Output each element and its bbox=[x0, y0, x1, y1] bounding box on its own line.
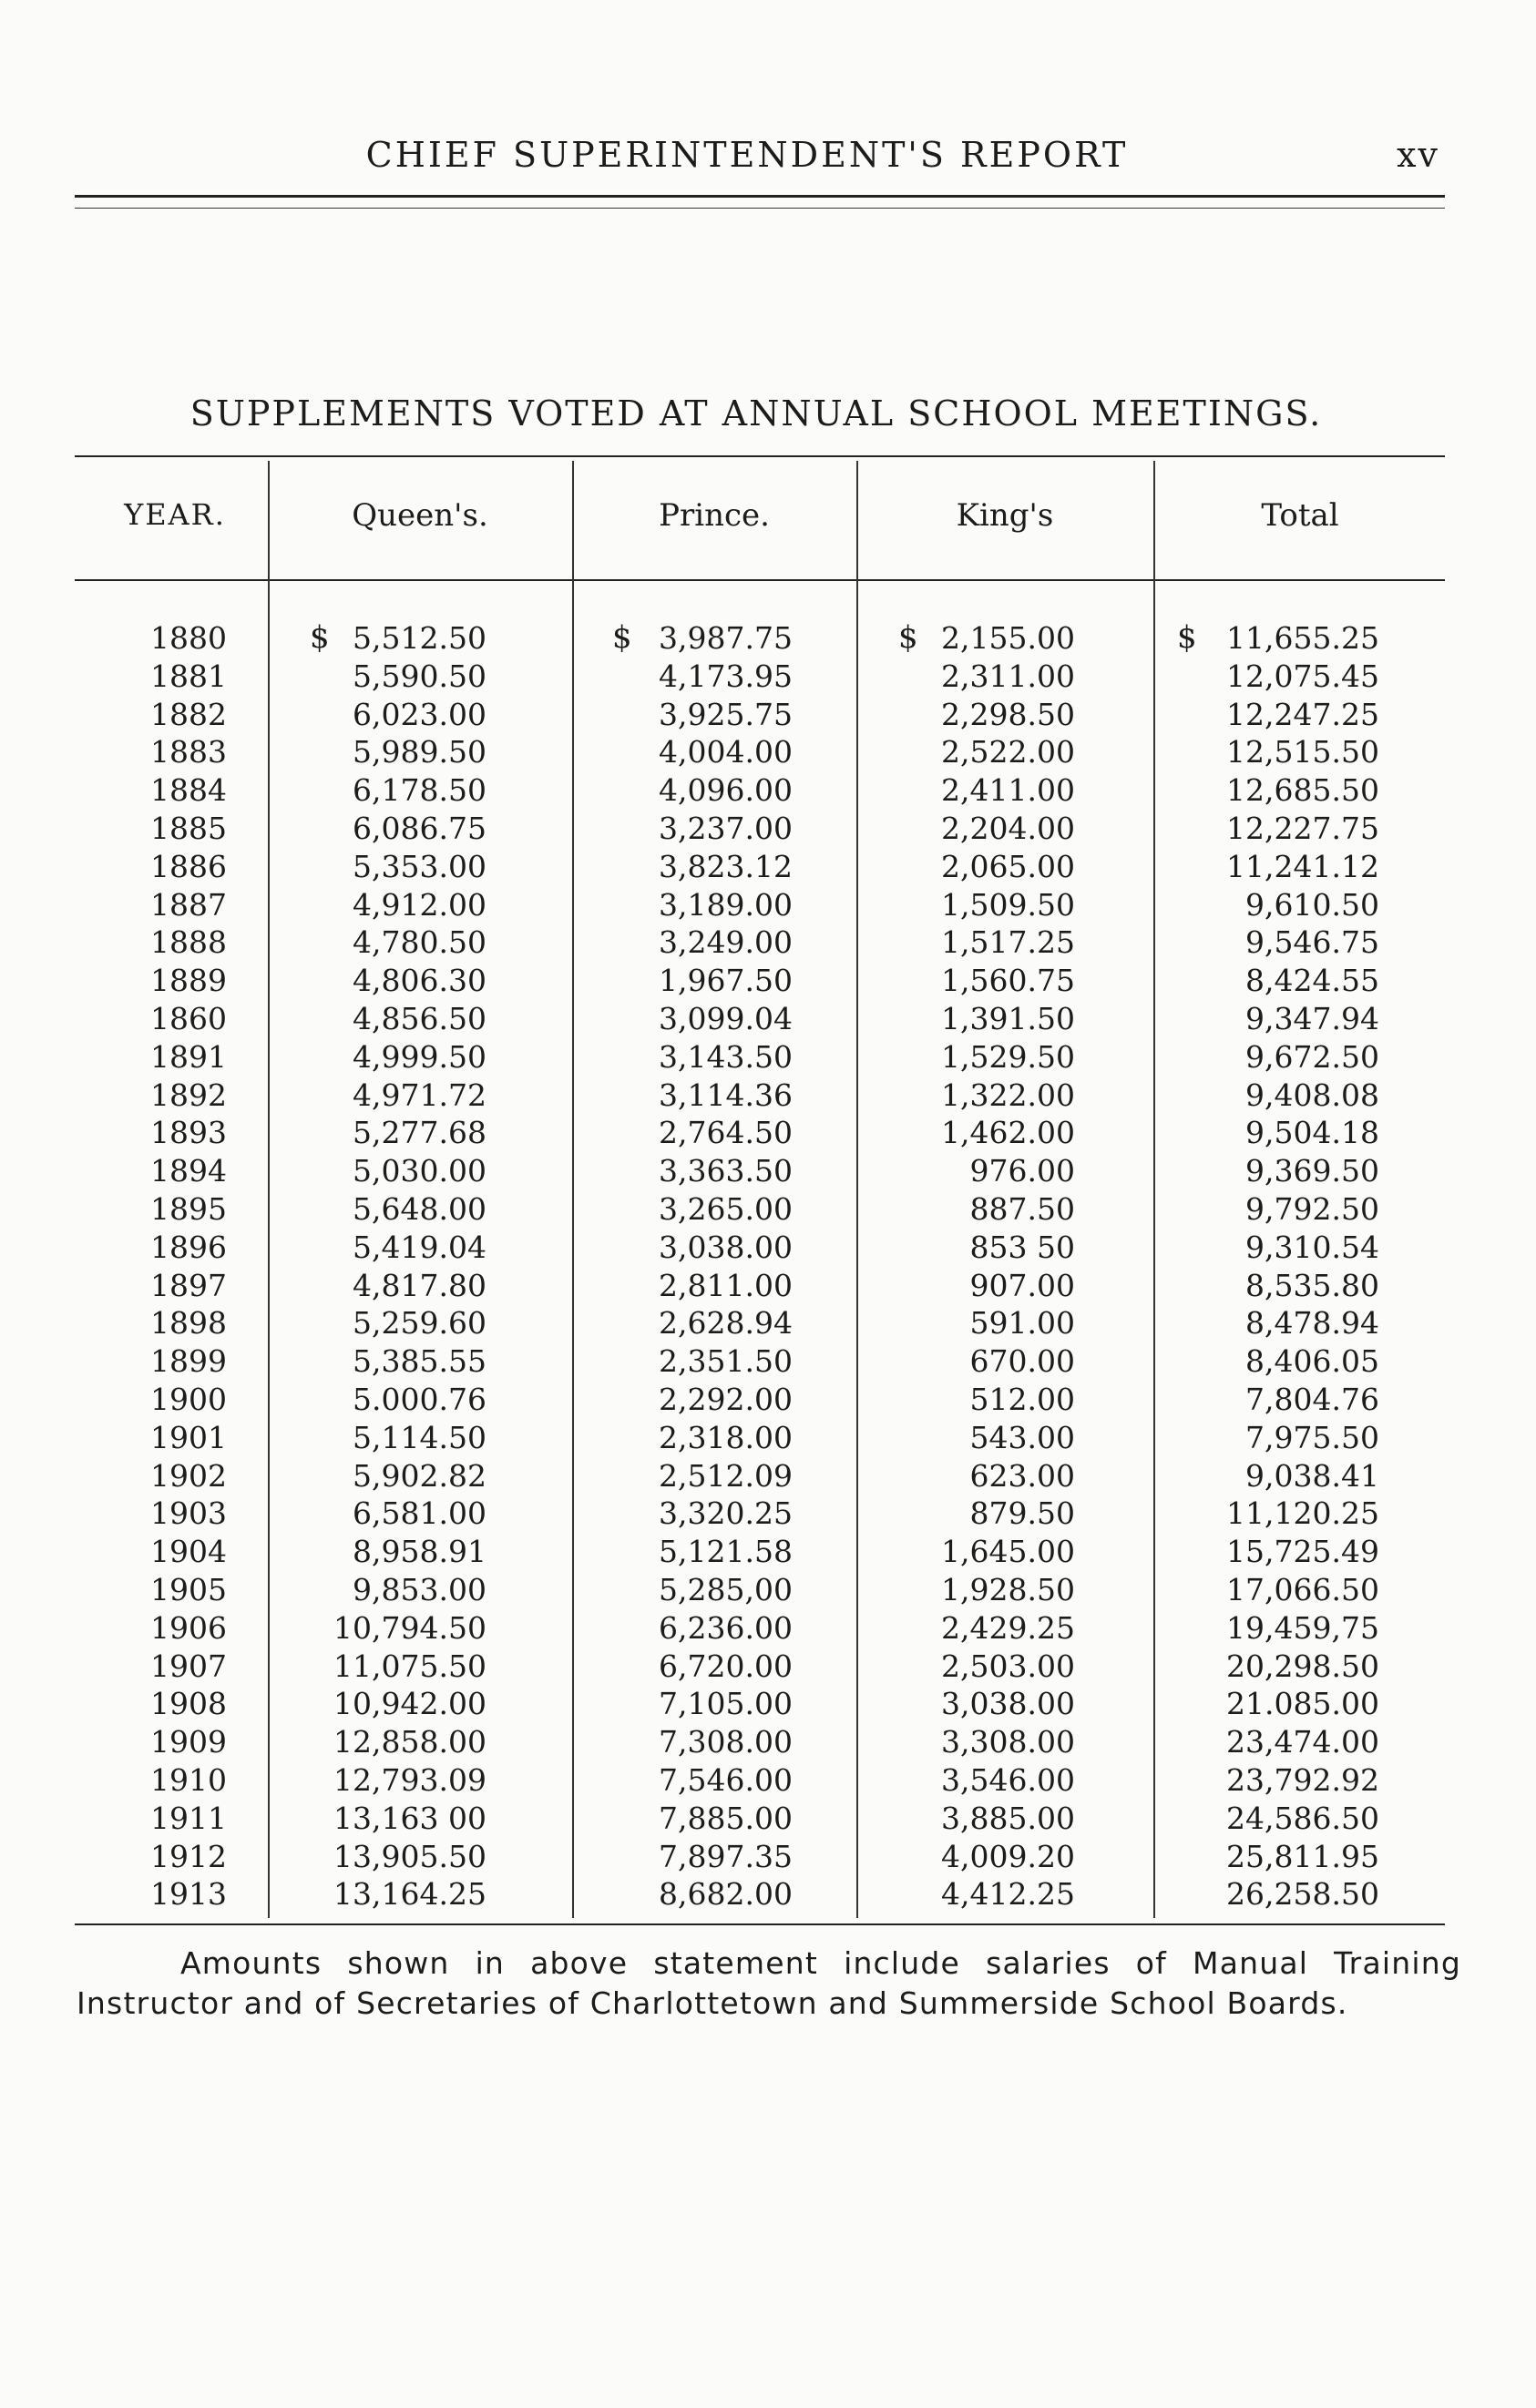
cell-year: 1899 bbox=[150, 1343, 227, 1380]
cell-kings: 4,412.25 bbox=[941, 1876, 1075, 1913]
table-row bbox=[0, 1457, 1536, 1495]
cell-total: 11,120.25 bbox=[1226, 1495, 1379, 1532]
cell-queens: 4,971.72 bbox=[353, 1076, 486, 1113]
table-row bbox=[0, 1267, 1536, 1305]
cell-total: 19,459,75 bbox=[1226, 1609, 1379, 1646]
cell-total: 11,655.25 bbox=[1226, 620, 1379, 656]
cell-year: 1881 bbox=[150, 658, 227, 694]
cell-prince: 3,038.00 bbox=[659, 1229, 793, 1265]
cell-total: 25,811.95 bbox=[1226, 1838, 1379, 1874]
table-row bbox=[0, 1304, 1536, 1342]
cell-total: 21.085.00 bbox=[1226, 1686, 1379, 1722]
cell-total: 15,725.49 bbox=[1226, 1534, 1379, 1570]
table-row bbox=[0, 1381, 1536, 1419]
cell-queens: 4,912.00 bbox=[353, 886, 486, 923]
cell-total: 8,406.05 bbox=[1245, 1343, 1379, 1380]
cell-kings: 1,462.00 bbox=[941, 1115, 1075, 1151]
cell-year: 1885 bbox=[150, 810, 227, 846]
column-header-year: YEAR. bbox=[124, 497, 226, 532]
cell-total: 20,298.50 bbox=[1226, 1648, 1379, 1684]
table-row bbox=[0, 810, 1536, 848]
cell-prince: 4,004.00 bbox=[659, 734, 793, 770]
cell-prince: 2,292.00 bbox=[659, 1381, 793, 1417]
cell-kings: 2,503.00 bbox=[941, 1648, 1075, 1684]
cell-total: 9,369.50 bbox=[1245, 1153, 1379, 1189]
table-row bbox=[0, 962, 1536, 1000]
cell-kings: 2,411.00 bbox=[941, 772, 1075, 809]
table-row bbox=[0, 1229, 1536, 1267]
cell-total: 12,247.25 bbox=[1226, 696, 1379, 732]
cell-year: 1904 bbox=[150, 1534, 227, 1570]
cell-queens: 10,942.00 bbox=[333, 1686, 486, 1722]
cell-prince: 3,925.75 bbox=[659, 696, 793, 732]
cell-prince: 3,320.25 bbox=[659, 1495, 793, 1532]
table-row bbox=[0, 1685, 1536, 1723]
cell-year: 1897 bbox=[150, 1267, 227, 1303]
table-row bbox=[0, 1114, 1536, 1152]
cell-year: 1903 bbox=[150, 1495, 227, 1532]
cell-year: 1894 bbox=[150, 1153, 227, 1189]
cell-prince: 5,121.58 bbox=[659, 1534, 793, 1570]
cell-kings: 1,391.50 bbox=[941, 1000, 1075, 1036]
cell-total: 12,685.50 bbox=[1226, 772, 1379, 809]
cell-year: 1898 bbox=[150, 1305, 227, 1342]
cell-queens: 4,856.50 bbox=[353, 1000, 486, 1036]
cell-prince: 2,318.00 bbox=[659, 1419, 793, 1455]
cell-total: 7,975.50 bbox=[1245, 1419, 1379, 1455]
cell-year: 1893 bbox=[150, 1115, 227, 1151]
cell-kings: 976.00 bbox=[969, 1153, 1075, 1189]
cell-total: 9,672.50 bbox=[1245, 1038, 1379, 1075]
table-body bbox=[0, 619, 1536, 1913]
cell-kings: 2,298.50 bbox=[941, 696, 1075, 732]
cell-total: 8,478.94 bbox=[1245, 1305, 1379, 1342]
table-row bbox=[0, 923, 1536, 962]
cell-prince: 7,105.00 bbox=[659, 1686, 793, 1722]
table-row bbox=[0, 1495, 1536, 1533]
cell-kings: 887.50 bbox=[969, 1190, 1075, 1227]
cell-prince: 2,628.94 bbox=[659, 1305, 793, 1342]
cell-queens: 5.000.76 bbox=[353, 1381, 486, 1417]
table-row bbox=[0, 1723, 1536, 1761]
footnote: Amounts shown in above statement include salaries of Manual Training Instructor and of Secretaries of Charlottetown and Summerside School Boards. bbox=[77, 1945, 1461, 2021]
cell-year: 1896 bbox=[150, 1229, 227, 1265]
cell-year: 1900 bbox=[150, 1381, 227, 1417]
cell-kings: 2,522.00 bbox=[941, 734, 1075, 770]
cell-prince: 3,363.50 bbox=[659, 1153, 793, 1189]
cell-total: 9,408.08 bbox=[1245, 1076, 1379, 1113]
cell-queens: 4,999.50 bbox=[353, 1038, 486, 1075]
cell-kings: 853 50 bbox=[969, 1229, 1075, 1265]
cell-prince: 7,897.35 bbox=[659, 1838, 793, 1874]
cell-total: 11,241.12 bbox=[1226, 848, 1379, 884]
cell-prince: 2,764.50 bbox=[659, 1115, 793, 1151]
table-header-rule bbox=[75, 579, 1445, 581]
cell-year: 1884 bbox=[150, 772, 227, 809]
cell-prince: 7,308.00 bbox=[659, 1724, 793, 1760]
cell-queens: 5,648.00 bbox=[353, 1190, 486, 1227]
table-row bbox=[0, 1419, 1536, 1457]
cell-prince: 2,351.50 bbox=[659, 1343, 793, 1380]
table-row bbox=[0, 1800, 1536, 1838]
cell-year: 1882 bbox=[150, 696, 227, 732]
cell-queens: 5,353.00 bbox=[353, 848, 486, 884]
cell-total: 7,804.76 bbox=[1245, 1381, 1379, 1417]
cell-total: 26,258.50 bbox=[1226, 1876, 1379, 1913]
cell-kings: 543.00 bbox=[969, 1419, 1075, 1455]
table-row bbox=[0, 1571, 1536, 1609]
cell-queens: 13,905.50 bbox=[333, 1838, 486, 1874]
table-row bbox=[0, 771, 1536, 810]
cell-prince: 3,823.12 bbox=[659, 848, 793, 884]
cell-prince: 3,143.50 bbox=[659, 1038, 793, 1075]
cell-kings: 879.50 bbox=[969, 1495, 1075, 1532]
cell-prince: 2,811.00 bbox=[659, 1267, 793, 1303]
column-header-prince: Prince. bbox=[659, 497, 770, 534]
cell-prince: 6,720.00 bbox=[659, 1648, 793, 1684]
cell-year: 1902 bbox=[150, 1457, 227, 1494]
table-row bbox=[0, 1076, 1536, 1115]
cell-prince: 3,987.75 bbox=[659, 620, 793, 656]
cell-kings: 3,885.00 bbox=[941, 1800, 1075, 1836]
cell-total: 9,504.18 bbox=[1245, 1115, 1379, 1151]
cell-prince: 4,173.95 bbox=[659, 658, 793, 694]
table-row bbox=[0, 886, 1536, 924]
table-row bbox=[0, 1038, 1536, 1076]
cell-queens: 13,164.25 bbox=[333, 1876, 486, 1913]
cell-prince: 3,249.00 bbox=[659, 924, 793, 961]
cell-year: 1912 bbox=[150, 1838, 227, 1874]
table-row bbox=[0, 1838, 1536, 1876]
cell-year: 1888 bbox=[150, 924, 227, 961]
cell-year: 1905 bbox=[150, 1571, 227, 1607]
cell-queens: 4,806.30 bbox=[353, 963, 486, 999]
cell-kings: 2,311.00 bbox=[941, 658, 1075, 694]
cell-kings: 1,517.25 bbox=[941, 924, 1075, 961]
cell-kings: 3,038.00 bbox=[941, 1686, 1075, 1722]
cell-total: 9,310.54 bbox=[1245, 1229, 1379, 1265]
cell-queens: 5,277.68 bbox=[353, 1115, 486, 1151]
table-row bbox=[0, 1000, 1536, 1038]
cell-prince: 3,237.00 bbox=[659, 810, 793, 846]
cell-queens: 13,163 00 bbox=[333, 1800, 486, 1836]
cell-kings: 591.00 bbox=[969, 1305, 1075, 1342]
cell-year: 1892 bbox=[150, 1076, 227, 1113]
cell-queens: 5,902.82 bbox=[353, 1457, 486, 1494]
currency-symbol: $ bbox=[612, 619, 632, 656]
table-bottom-rule bbox=[75, 1923, 1445, 1925]
cell-year: 1907 bbox=[150, 1648, 227, 1684]
cell-prince: 3,265.00 bbox=[659, 1190, 793, 1227]
cell-total: 8,535.80 bbox=[1245, 1267, 1379, 1303]
cell-queens: 5,030.00 bbox=[353, 1153, 486, 1189]
column-header-kings: King's bbox=[956, 497, 1054, 534]
cell-year: 1886 bbox=[150, 848, 227, 884]
cell-queens: 6,581.00 bbox=[353, 1495, 486, 1532]
table-row bbox=[0, 1152, 1536, 1190]
cell-kings: 1,928.50 bbox=[941, 1571, 1075, 1607]
table-row bbox=[0, 1609, 1536, 1648]
cell-queens: 4,817.80 bbox=[353, 1267, 486, 1303]
running-title: CHIEF SUPERINTENDENT'S REPORT bbox=[365, 135, 1129, 175]
header-rule-thick bbox=[75, 195, 1445, 198]
cell-kings: 2,155.00 bbox=[941, 620, 1075, 656]
cell-total: 23,474.00 bbox=[1226, 1724, 1379, 1760]
cell-kings: 1,560.75 bbox=[941, 963, 1075, 999]
currency-symbol: $ bbox=[898, 619, 918, 656]
cell-total: 12,075.45 bbox=[1226, 658, 1379, 694]
currency-symbol: $ bbox=[1177, 619, 1197, 656]
cell-total: 24,586.50 bbox=[1226, 1800, 1379, 1836]
cell-total: 9,610.50 bbox=[1245, 886, 1379, 923]
column-header-queens: Queen's. bbox=[352, 497, 488, 534]
cell-total: 9,546.75 bbox=[1245, 924, 1379, 961]
cell-queens: 11,075.50 bbox=[333, 1648, 486, 1684]
cell-queens: 10,794.50 bbox=[333, 1609, 486, 1646]
cell-year: 1880 bbox=[150, 620, 227, 656]
cell-queens: 5,419.04 bbox=[353, 1229, 486, 1265]
cell-year: 1883 bbox=[150, 734, 227, 770]
table-top-rule bbox=[75, 455, 1445, 457]
page-number: xv bbox=[1397, 135, 1439, 175]
cell-queens: 4,780.50 bbox=[353, 924, 486, 961]
cell-queens: 5,259.60 bbox=[353, 1305, 486, 1342]
cell-total: 8,424.55 bbox=[1245, 963, 1379, 999]
header-rule-thin bbox=[75, 208, 1445, 209]
cell-queens: 8,958.91 bbox=[353, 1534, 486, 1570]
table-row bbox=[0, 1648, 1536, 1686]
cell-kings: 512.00 bbox=[969, 1381, 1075, 1417]
cell-prince: 4,096.00 bbox=[659, 772, 793, 809]
cell-kings: 3,308.00 bbox=[941, 1724, 1075, 1760]
cell-queens: 5,114.50 bbox=[353, 1419, 486, 1455]
cell-queens: 12,793.09 bbox=[333, 1761, 486, 1798]
cell-year: 1889 bbox=[150, 963, 227, 999]
cell-kings: 670.00 bbox=[969, 1343, 1075, 1380]
cell-total: 9,347.94 bbox=[1245, 1000, 1379, 1036]
cell-prince: 2,512.09 bbox=[659, 1457, 793, 1494]
cell-queens: 9,853.00 bbox=[353, 1571, 486, 1607]
cell-prince: 8,682.00 bbox=[659, 1876, 793, 1913]
cell-year: 1906 bbox=[150, 1609, 227, 1646]
table-row bbox=[0, 619, 1536, 658]
table-title: SUPPLEMENTS VOTED AT ANNUAL SCHOOL MEETINGS. bbox=[189, 393, 1323, 434]
table-row bbox=[0, 1875, 1536, 1913]
cell-prince: 1,967.50 bbox=[659, 963, 793, 999]
table-row bbox=[0, 1761, 1536, 1800]
cell-year: 1908 bbox=[150, 1686, 227, 1722]
cell-year: 1895 bbox=[150, 1190, 227, 1227]
cell-year: 1911 bbox=[150, 1800, 227, 1836]
cell-kings: 1,645.00 bbox=[941, 1534, 1075, 1570]
cell-kings: 2,204.00 bbox=[941, 810, 1075, 846]
cell-year: 1910 bbox=[150, 1761, 227, 1798]
cell-queens: 5,385.55 bbox=[353, 1343, 486, 1380]
cell-queens: 5,512.50 bbox=[353, 620, 486, 656]
cell-prince: 3,189.00 bbox=[659, 886, 793, 923]
cell-kings: 623.00 bbox=[969, 1457, 1075, 1494]
cell-year: 1891 bbox=[150, 1038, 227, 1075]
cell-prince: 6,236.00 bbox=[659, 1609, 793, 1646]
cell-kings: 907.00 bbox=[969, 1267, 1075, 1303]
table-row bbox=[0, 1190, 1536, 1229]
table-row bbox=[0, 696, 1536, 734]
cell-queens: 6,023.00 bbox=[353, 696, 486, 732]
table-row bbox=[0, 1342, 1536, 1381]
cell-kings: 1,509.50 bbox=[941, 886, 1075, 923]
cell-total: 23,792.92 bbox=[1226, 1761, 1379, 1798]
table-row bbox=[0, 848, 1536, 886]
cell-kings: 2,429.25 bbox=[941, 1609, 1075, 1646]
cell-total: 9,038.41 bbox=[1245, 1457, 1379, 1494]
currency-symbol: $ bbox=[310, 619, 330, 656]
cell-prince: 3,114.36 bbox=[659, 1076, 793, 1113]
cell-year: 1887 bbox=[150, 886, 227, 923]
cell-queens: 6,178.50 bbox=[353, 772, 486, 809]
cell-prince: 7,546.00 bbox=[659, 1761, 793, 1798]
cell-year: 1913 bbox=[150, 1876, 227, 1913]
cell-total: 17,066.50 bbox=[1226, 1571, 1379, 1607]
column-header-total: Total bbox=[1261, 497, 1339, 534]
cell-prince: 7,885.00 bbox=[659, 1800, 793, 1836]
cell-prince: 5,285,00 bbox=[659, 1571, 793, 1607]
cell-queens: 5,590.50 bbox=[353, 658, 486, 694]
cell-kings: 1,529.50 bbox=[941, 1038, 1075, 1075]
cell-kings: 4,009.20 bbox=[941, 1838, 1075, 1874]
cell-kings: 2,065.00 bbox=[941, 848, 1075, 884]
cell-total: 9,792.50 bbox=[1245, 1190, 1379, 1227]
cell-year: 1909 bbox=[150, 1724, 227, 1760]
cell-kings: 1,322.00 bbox=[941, 1076, 1075, 1113]
cell-queens: 5,989.50 bbox=[353, 734, 486, 770]
cell-prince: 3,099.04 bbox=[659, 1000, 793, 1036]
cell-year: 1901 bbox=[150, 1419, 227, 1455]
table-row bbox=[0, 733, 1536, 771]
table-row bbox=[0, 658, 1536, 696]
cell-total: 12,515.50 bbox=[1226, 734, 1379, 770]
cell-year: 1860 bbox=[150, 1000, 227, 1036]
table-row bbox=[0, 1533, 1536, 1571]
cell-queens: 6,086.75 bbox=[353, 810, 486, 846]
page-header bbox=[0, 135, 1536, 189]
cell-kings: 3,546.00 bbox=[941, 1761, 1075, 1798]
cell-total: 12,227.75 bbox=[1226, 810, 1379, 846]
cell-queens: 12,858.00 bbox=[333, 1724, 486, 1760]
